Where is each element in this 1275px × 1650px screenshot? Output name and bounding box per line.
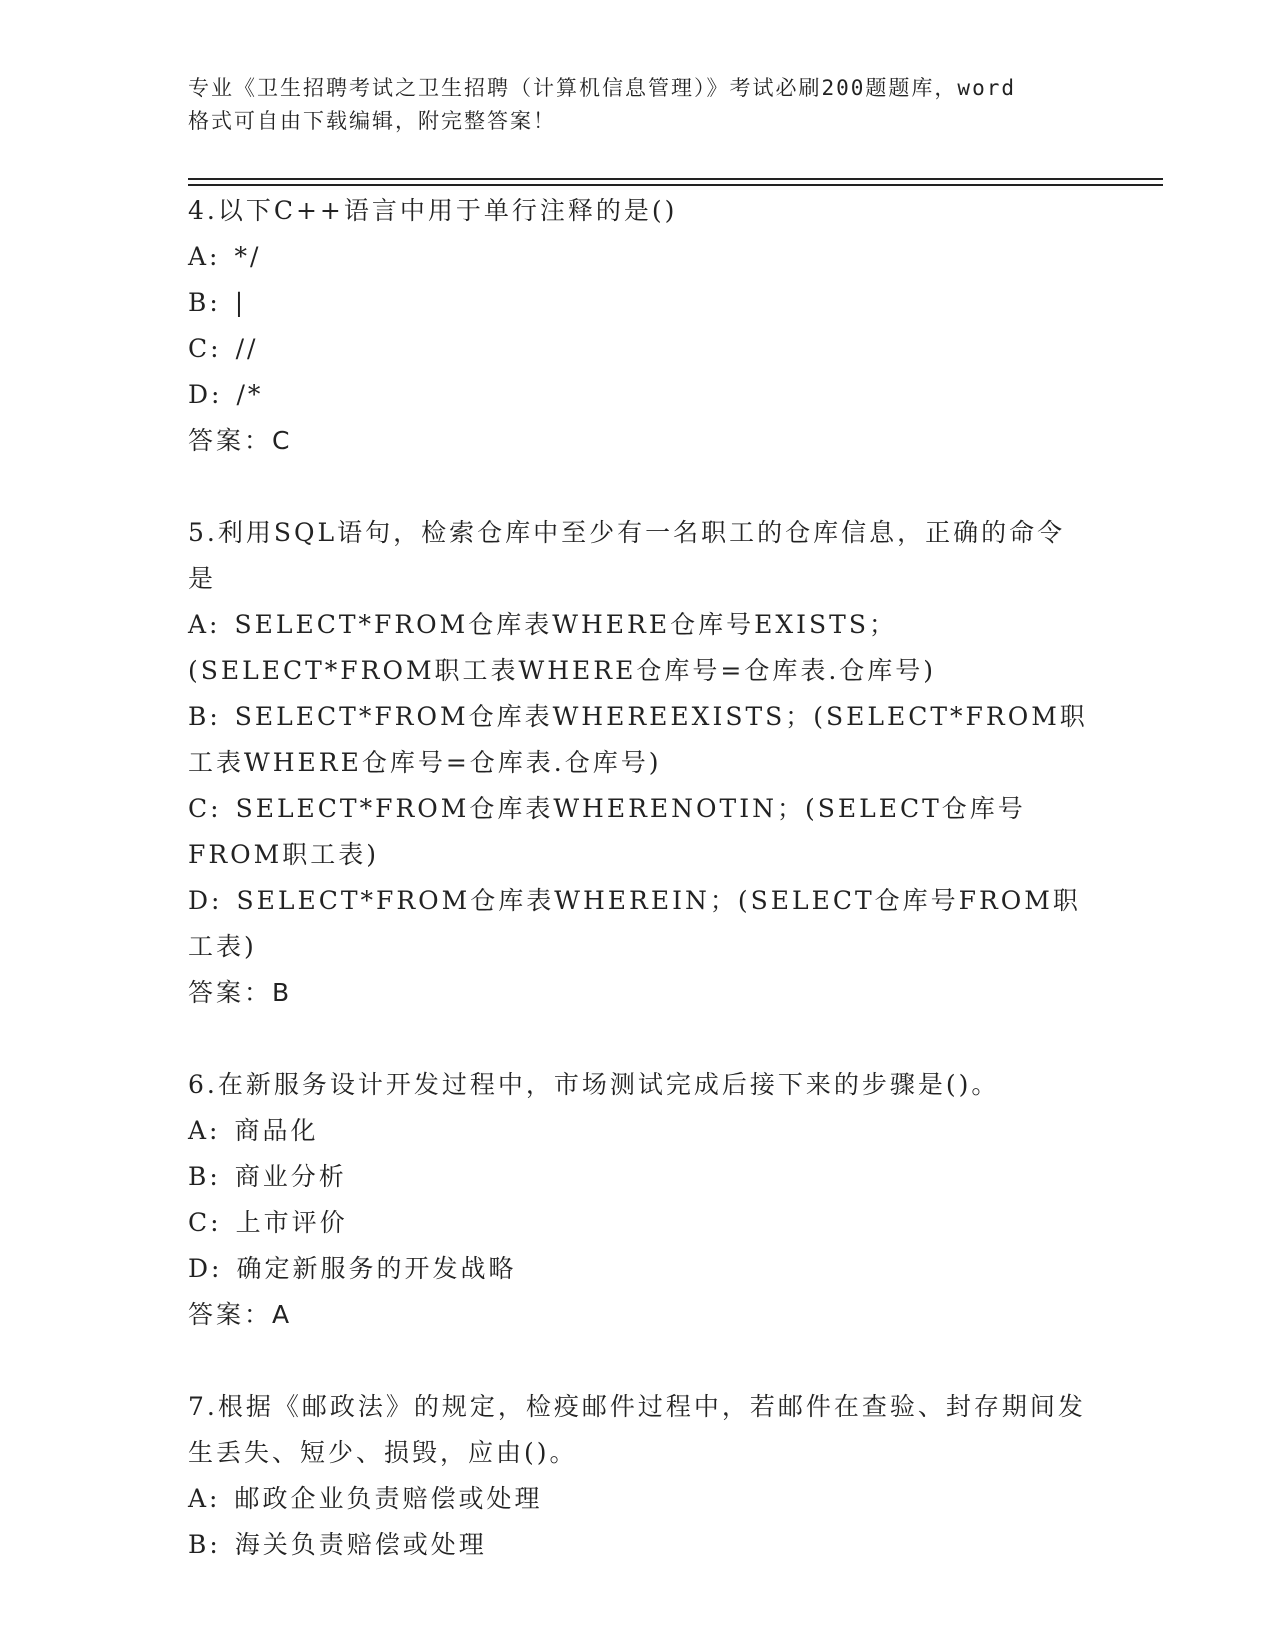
option-letter: D: [188, 1254, 223, 1283]
header-divider-top [188, 178, 1163, 180]
question-text: 5.利用SQL语句，检索仓库中至少有一名职工的仓库信息，正确的命令是 [188, 518, 1066, 593]
option-text: SELECT*FROM仓库表WHERE仓库号EXISTS；(SELECT*FROM职工表WHERE仓库号=仓库表.仓库号) [188, 610, 937, 685]
option-text: // [235, 334, 259, 363]
header-title-line-2: 格式可自由下载编辑，附完整答案！ [188, 109, 556, 133]
answer-line: 答案：C [188, 426, 293, 455]
question-text: 4.以下C++语言中用于单行注释的是() [188, 196, 678, 225]
question-6 [188, 1062, 1088, 1338]
question-4 [188, 188, 1088, 464]
option-d [188, 878, 1088, 970]
option-letter: B: [188, 288, 221, 317]
question-5 [188, 510, 1088, 1016]
option-text: 商品化 [234, 1116, 319, 1145]
option-text: 上市评价 [235, 1208, 348, 1237]
option-text: | [234, 288, 247, 317]
option-a [188, 234, 1088, 280]
question-text: 7.根据《邮政法》的规定，检疫邮件过程中，若邮件在查验、封存期间发生丢失、短少、损毁，应由()。 [188, 1392, 1086, 1467]
option-d [188, 372, 1088, 418]
option-c [188, 1200, 1088, 1246]
option-text: 邮政企业负责赔偿或处理 [234, 1484, 543, 1513]
header-title-line-1: 专业《卫生招聘考试之卫生招聘（计算机信息管理）》考试必刷200题题库，word [188, 76, 1016, 100]
option-letter: A: [188, 610, 221, 639]
option-text: 确定新服务的开发战略 [236, 1254, 517, 1283]
answer-line: 答案：B [188, 978, 293, 1007]
option-b [188, 280, 1088, 326]
option-letter: C: [188, 794, 222, 823]
option-b [188, 694, 1088, 786]
option-c [188, 786, 1088, 878]
option-letter: B: [188, 1162, 221, 1191]
option-b [188, 1522, 1088, 1568]
option-letter: C: [188, 334, 222, 363]
question-text: 6.在新服务设计开发过程中，市场测试完成后接下来的步骤是()。 [188, 1070, 1000, 1099]
option-letter: A: [188, 1116, 221, 1145]
option-text: /* [236, 380, 264, 409]
option-letter: A: [188, 1484, 221, 1513]
option-d [188, 1246, 1088, 1292]
question-7 [188, 1384, 1088, 1568]
option-letter: C: [188, 1208, 222, 1237]
option-text: SELECT*FROM仓库表WHEREEXISTS；(SELECT*FROM职工表WHERE仓库号=仓库表.仓库号) [188, 702, 1088, 777]
option-text: SELECT*FROM仓库表WHEREIN；(SELECT仓库号FROM职工表) [188, 886, 1081, 961]
option-letter: D: [188, 380, 223, 409]
document-header [188, 72, 1088, 138]
option-text: 商业分析 [234, 1162, 347, 1191]
option-a [188, 1476, 1088, 1522]
option-text: SELECT*FROM仓库表WHERENOTIN；(SELECT仓库号FROM职工表) [188, 794, 1026, 869]
option-letter: D: [188, 886, 223, 915]
option-a [188, 602, 1088, 694]
option-letter: B: [188, 702, 221, 731]
option-letter: A: [188, 242, 221, 271]
option-text: */ [234, 242, 262, 271]
header-divider-bottom [188, 184, 1163, 186]
option-c [188, 326, 1088, 372]
option-text: 海关负责赔偿或处理 [234, 1530, 487, 1559]
option-a [188, 1108, 1088, 1154]
question-list [188, 188, 1088, 1614]
option-letter: B: [188, 1530, 221, 1559]
option-b [188, 1154, 1088, 1200]
answer-line: 答案：A [188, 1300, 293, 1329]
